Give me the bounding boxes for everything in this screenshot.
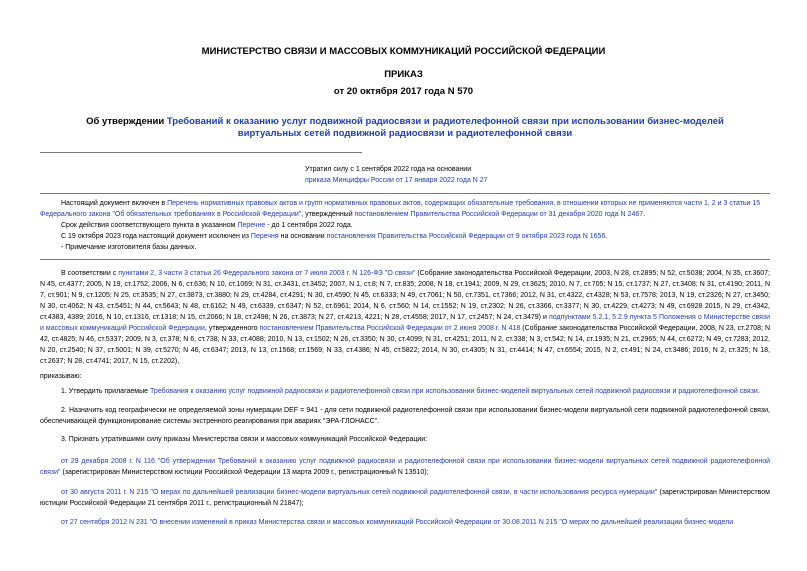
note-1-link-decree[interactable]: постановлением Правительства Российской Федерации от 31 декабря 2020 года N 2467: [354, 210, 644, 218]
note-3-link-decree[interactable]: постановления Правительства Российской Федерации от 9 октября 2023 года N 1656: [326, 233, 606, 240]
note-2-link[interactable]: Перечне: [237, 222, 266, 229]
item-3: 3. Признать утратившими силу приказы Министерства связи и массовых коммуникаций Российской Федерации:: [61, 436, 428, 443]
repealed-order-1-text: (зарегистрирован Министерством юстиции Российской Федерации 13 марта 2009 г., регистрационный N 13510);: [60, 469, 429, 476]
item-2: 2. Назначить код географически не определяемой зоны нумерации DEF = 941 - для сети подвижной радиотелефонной связи при использовании бизнес-модели виртуальной сети подвижной радиотелефонной связи, обеспечивающей функционирование системы экстренного реагирования при авариях "ЭРА-ГЛОНАСС".: [40, 407, 770, 425]
repealed-order-3-link[interactable]: от 27 сентября 2012 N 231 "О внесении изменений в приказ Министерства связи и массовых коммуникаций Российской Федерации от 30.08.2011 N 215 "О мерах по дальнейшей реализации бизнес-модели: [61, 519, 734, 526]
preamble-text-b: (Собрание законодательства Российской Федерации, 2003, N 28, ст.2895; N 52, ст.5038; 2004, N 35, ст.3607; N 45, ст.4377; 2005, N 19, ст.1752; 2006, N 6, ст.636; N 10, ст.1069; N 31, ст.3431, ст.3452; 2007, N 1, ст.8; N 7, ст.835; 2008, N 18, ст.1941; 2009, N 29, ст.3625; 2010, N 7, ст.705; N 15, ст.1737; N 27, ст.3408; N 31, ст.4190; 2011, N 7, ст.901; N 9, ст.1205; N 25, ст.3535; N 27, ст.3873, ст.3880; N 29, ст.4284, ст.4291; N 30, ст.4590; N 45, ст.6333; N 49, ст.7061; N 50, ст.7351, ст.7366; 2012, N 31, ст.4322, ст.4328; N 53, ст.7578; 2013, N 19, ст.2326; N 27, ст.3450; N 30, ст.4062; N 43, ст.5451; N 44, ст.5643; N 48, ст.6162; N 49, ст.6339, ст.6347; N 52, ст.6961; 2014, N 6, ст.560; N 14, ст.1552; N 19, ст.2302; N 26, ст.3366, ст.3377; N 30, ст.4229, ст.4273; N 49, ст.6928 2015, N 29, ст.4342, ст.4383, 4389; 2016, N 10, ст.1316, ст.1318; N 15, ст.2066; N 18, ст.2498; N 26, ст.3873; N 27, ст.4213, 4221; N 28, ст.4558; 2017, N 17, ст.2457; N 24, ст.3479) и: [40, 270, 770, 321]
note-1: [40, 199, 770, 220]
preamble-text-c: , утвержденного: [204, 325, 260, 332]
item-1: [40, 386, 770, 397]
divider-top: [40, 152, 362, 153]
preamble-text-a: В соответствии с: [61, 270, 119, 277]
status-line-1: Утратил силу с 1 сентября 2022 года на основании: [305, 166, 472, 173]
note-1-text-b: , утвержденный: [301, 210, 355, 218]
status-line-2: [305, 176, 605, 186]
note-1-text-c: .: [643, 210, 646, 218]
preamble-link-law[interactable]: пунктами 2, 3 части 3 статьи 26 Федерального закона от 7 июля 2003 г. N 126-ФЗ "О связи": [118, 270, 416, 277]
repealed-order-1-link[interactable]: от 29 декабря 2008 г. N 116 "Об утверждении Требований к оказанию услуг подвижной радиосвязи и радиотелефонной связи при использовании бизнес-модели виртуальных сетей подвижной радиотелефонной связи": [40, 458, 770, 476]
note-2-text-b: - до 1 сентября 2022 года.: [265, 222, 353, 229]
repealed-order-2-link[interactable]: от 30 августа 2011 г. N 215 "О мерах по дальнейшей реализации бизнес-модели виртуальных сетей подвижной радиотелефонной связи, в части использования ресурса нумерации": [61, 489, 658, 496]
repealed-order-1: [40, 456, 770, 478]
note-2-text-a: Срок действия соответствующего пункта в указанном: [61, 222, 238, 229]
note-3-link-list[interactable]: Перечня: [250, 233, 279, 240]
repealed-order-2-text: (зарегистрирован Министерством юстиции Российской Федерации 21 сентября 2011 г., регистрационный N 21847);: [40, 489, 770, 507]
document-title: [75, 116, 735, 140]
title-prefix: Об утверждении: [86, 116, 167, 127]
note-1-link-list[interactable]: Перечень нормативных правовых актов и групп нормативных правовых актов, содержащих обязательные требования, в отношении которых не применяются части 1, 2 и 3 статьи 15 Федерального закона "Об обязательных требованиях в Российской Федерации": [40, 200, 761, 218]
title-link[interactable]: Требований к оказанию услуг подвижной радиосвязи и радиотелефонной связи при использовании бизнес-моделей виртуальных сетей подвижной радиосвязи и радиотелефонной связи: [166, 116, 724, 139]
item-1-text-a: 1. Утвердить прилагаемые: [61, 388, 150, 395]
item-1-text-b: .: [757, 388, 760, 395]
note-2: [40, 221, 770, 232]
note-3-text-a: С 19 октября 2023 года настоящий документ исключен из: [61, 233, 251, 240]
preamble-text-d: (Собрание законодательства Российской Федерации, 2008, N 23, ст.2708; N 42, ст.4825; N 46, ст.5337; 2009, N 3, ст.378; N 6, ст.738; N 33, ст.4088; 2010, N 13, ст.1502; N 26, ст.3350; N 30, ст.4099; N 31, ст.4251; 2011, N 2, ст.338; N 3, ст.542; N 14, ст.1935; N 21, ст.2965; N 44, ст.6272; N 49, ст.7283; 2012, N 20, ст.2540; N 37, ст.5001; N 39, ст.5270; N 46, ст.6347; 2013, N 13, ст.1568; ст.1569; N 33, ст.4386; N 45, ст.5822; 2014, N 30, ст.4305; N 31, ст.4414; N 47, ст.6554; 2015, N 2, ст.491; N 24, ст.3486; 2016, N 2, ст.325; N 18, ст.2637; N 28, ст.4741; 2017, N 15, ст.2202),: [40, 325, 771, 365]
divider-body: [40, 259, 770, 260]
order-word: приказываю:: [40, 373, 82, 380]
note-4: - Примечание изготовителя базы данных.: [61, 244, 197, 251]
note-1-text-a: Настоящий документ включен в: [61, 200, 168, 207]
date-number-heading: от 20 октября 2017 года N 570: [333, 86, 474, 97]
doc-type-heading: ПРИКАЗ: [384, 69, 423, 80]
note-3-text-c: .: [605, 233, 608, 240]
preamble-link-decree[interactable]: постановлением Правительства Российской Федерации от 2 июня 2008 г. N 418: [259, 325, 521, 332]
preamble-paragraph: [40, 268, 770, 367]
repealed-order-2: [40, 487, 770, 509]
item-1-link[interactable]: Требования к оказанию услуг подвижной радиосвязи и радиотелефонной связи при использовании бизнес-моделей виртуальных сетей подвижной радиосвязи и радиотелефонной связи: [149, 388, 758, 395]
preamble-link-regulation[interactable]: подпунктами 5.2.1, 5.2.9 пункта 5 Положения о Министерстве связи и массовых коммуникаций Российской Федерации: [40, 314, 770, 332]
repealed-order-3: [40, 517, 770, 529]
ministry-heading: МИНИСТЕРСТВО СВЯЗИ И МАССОВЫХ КОММУНИКАЦИЙ РОССИЙСКОЙ ФЕДЕРАЦИИ: [201, 46, 606, 57]
note-3: [40, 232, 770, 243]
status-link[interactable]: приказа Минцифры России от 17 января 2022 года N 27: [305, 177, 488, 184]
divider-notes: [40, 193, 770, 194]
note-3-text-b: на основании: [278, 233, 327, 240]
